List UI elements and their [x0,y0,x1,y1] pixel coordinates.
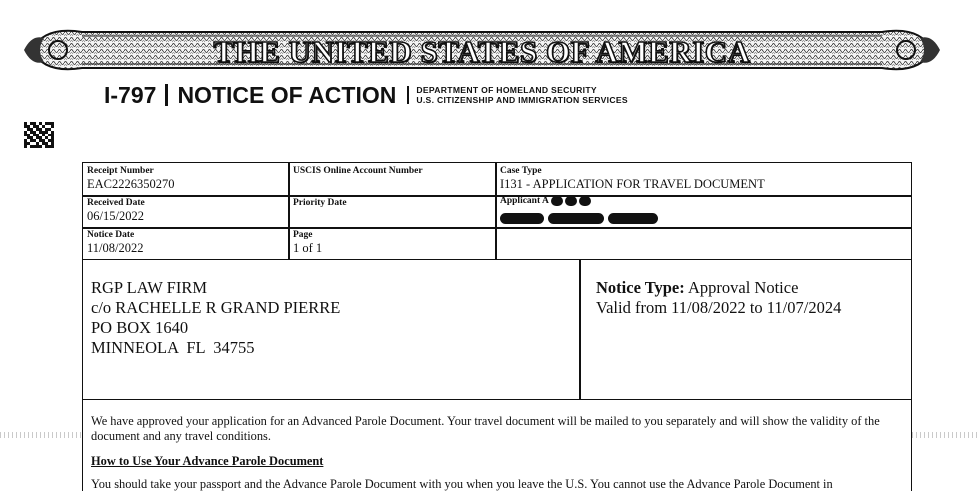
receipt-number-cell [87,166,175,191]
applicant-name-redacted [500,209,658,227]
case-type-label: Case Type [500,166,542,176]
online-account-label: USCIS Online Account Number [293,166,423,176]
online-account-cell [293,166,423,177]
row-divider-1 [83,195,911,197]
form-heading [104,82,628,108]
notice-body [82,400,912,491]
notice-date-label: Notice Date [87,230,135,240]
banner [22,24,942,76]
scan-artifact [912,432,980,438]
banner-title: THE UNITED STATES OF AMERICA [213,34,751,69]
case-info-table [82,162,912,260]
address-line-3: PO BOX 1640 [91,318,189,337]
received-date-cell [87,198,145,223]
notice-date-cell [87,230,143,255]
agency-line-2: U.S. CITIZENSHIP AND IMMIGRATION SERVICES [416,95,628,105]
received-date-value: 06/15/2022 [87,209,144,223]
mailing-address [91,278,340,358]
notice-type-block [596,278,841,318]
case-type-value: I131 - APPLICATION FOR TRAVEL DOCUMENT [500,177,765,191]
scan-artifact [0,432,82,438]
priority-date-cell [293,198,347,209]
address-line-4: MINNEOLA FL 34755 [91,338,255,357]
form-number: I-797 [104,81,157,108]
case-type-cell [500,166,765,191]
notice-body-text [91,414,891,502]
applicant-number-prefix: A [541,196,549,207]
receipt-number-label: Receipt Number [87,166,154,176]
barcode-icon [24,122,54,148]
address-notice-box [82,260,912,400]
priority-date-label: Priority Date [293,198,347,208]
redaction-mark [500,213,544,224]
form-separator [165,84,168,106]
column-divider-1 [288,163,290,259]
approval-paragraph: We have approved your application for an Advanced Parole Document. Your travel document will be mailed to you separately and will show the validity of the document and any travel conditions. [91,414,880,443]
notice-date-value: 11/08/2022 [87,241,144,255]
applicant-label [500,196,658,207]
redaction-mark [565,196,577,206]
page-label: Page [293,230,313,240]
agency-name [416,85,628,105]
page-value: 1 of 1 [293,241,323,255]
redaction-mark [579,196,591,206]
address-divider [579,260,581,399]
usage-paragraph: You should take your passport and the Advance Parole Document with you when you leave the U.S. You cannot use the Advance Parole Document in [91,477,833,491]
form-title: NOTICE OF ACTION [177,81,397,108]
redaction-mark [608,213,658,224]
applicant-label-text: Applicant [500,196,541,207]
agency-separator [407,86,409,104]
row-divider-2 [83,227,911,229]
agency-line-1: DEPARTMENT OF HOMELAND SECURITY [416,85,597,95]
redaction-mark [548,213,604,224]
applicant-cell [500,196,658,227]
notice-type-label: Notice Type: [596,278,685,297]
notice-type-line [596,278,841,298]
receipt-number-value: EAC2226350270 [87,177,175,191]
received-date-label: Received Date [87,198,145,208]
notice-type-value: Approval Notice [687,278,799,297]
address-line-2: c/o RACHELLE R GRAND PIERRE [91,298,341,317]
redaction-mark [551,196,563,206]
page-cell [293,230,322,255]
validity-period: Valid from 11/08/2022 to 11/07/2024 [596,298,842,317]
column-divider-2 [495,163,497,259]
address-line-1: RGP LAW FIRM [91,278,208,297]
section-heading: How to Use Your Advance Parole Document [91,454,324,468]
